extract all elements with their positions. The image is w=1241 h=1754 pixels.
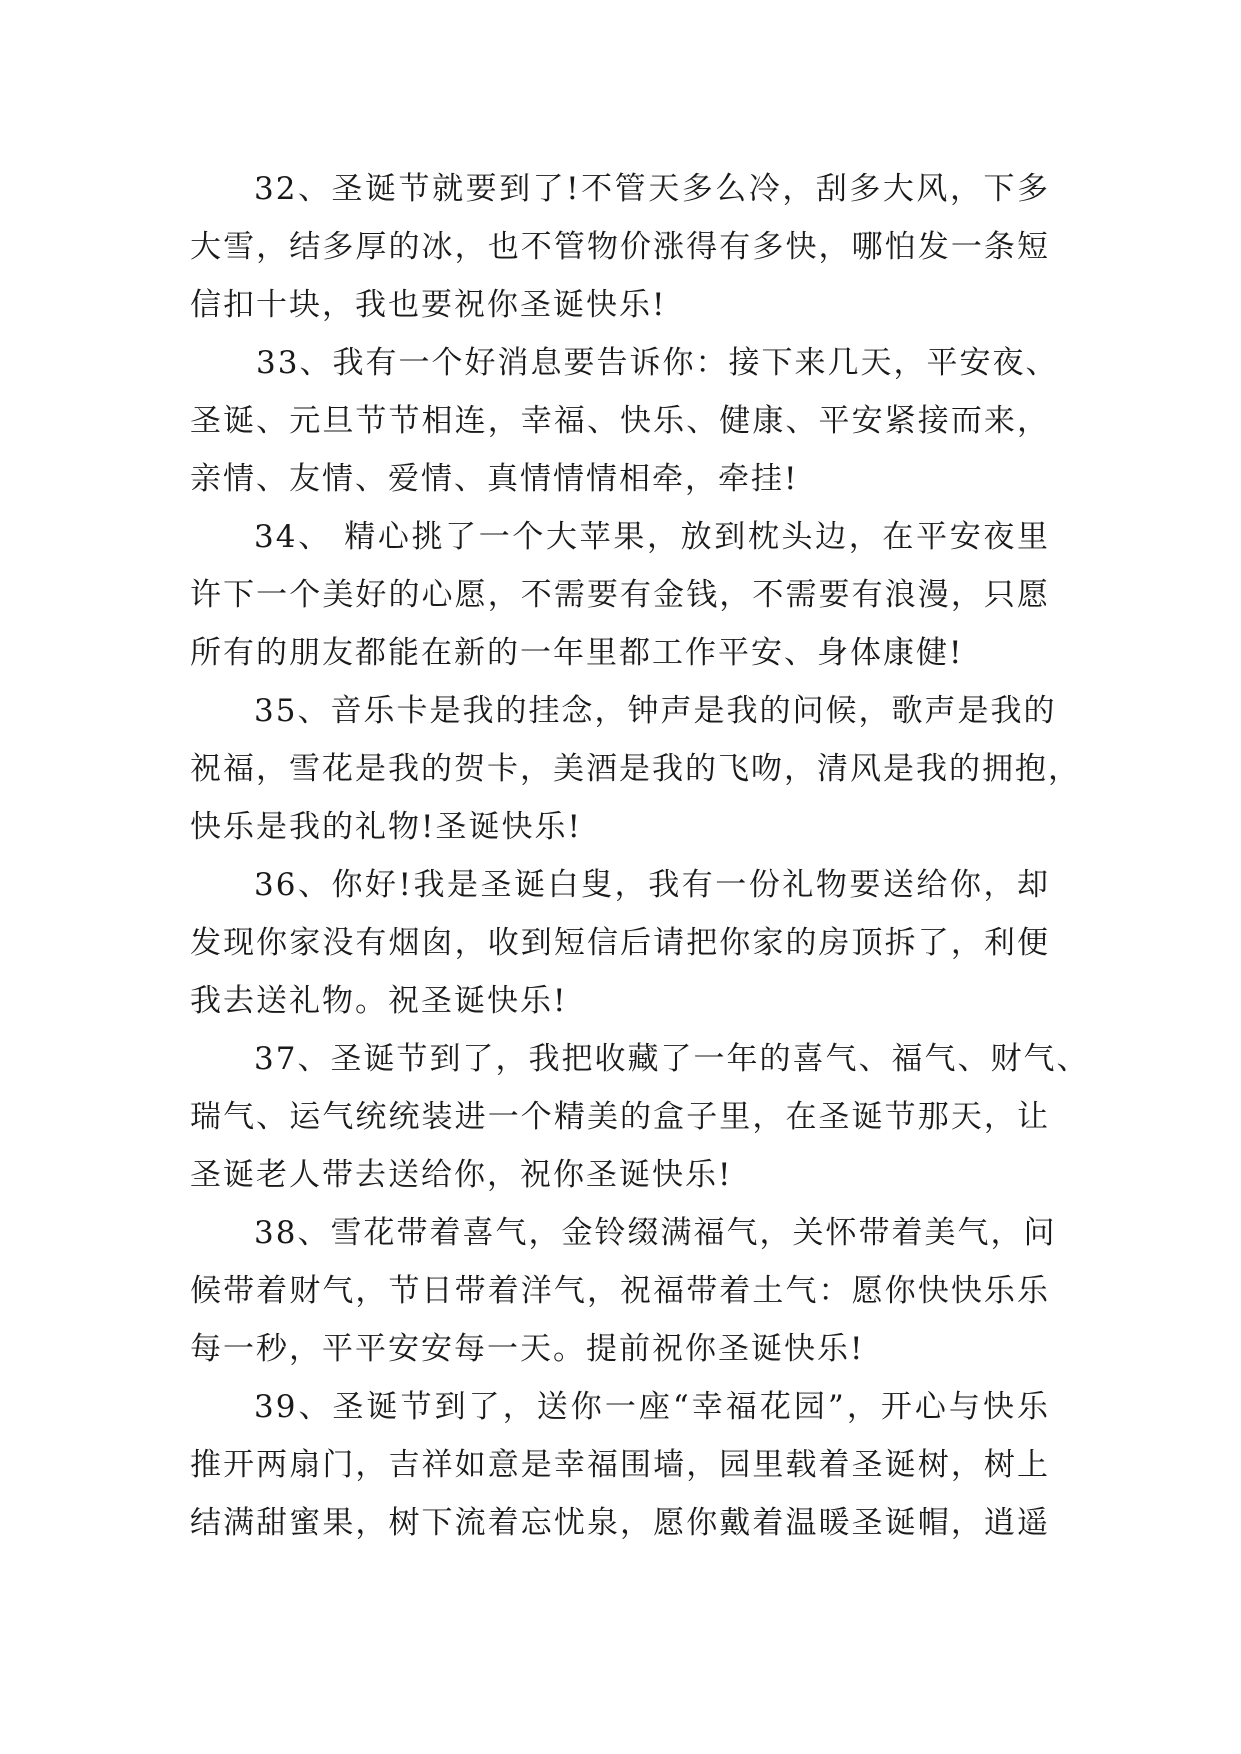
paragraph-33 (190, 334, 1059, 508)
paragraph-line: 我去送礼物。祝圣诞快乐! (190, 983, 568, 1019)
paragraph-line: 亲情、友情、爱情、真情情情相牵，牵挂! (190, 461, 799, 497)
paragraph-line: 所有的朋友都能在新的一年里都工作平安、身体康健! (190, 635, 964, 671)
paragraph-line: 36、你好!我是圣诞白叟，我有一份礼物要送给你，却 (254, 867, 1050, 903)
paragraph-line: 信扣十块，我也要祝你圣诞快乐! (190, 287, 667, 323)
paragraph-34 (190, 508, 1050, 682)
paragraph-line: 瑞气、运气统统装进一个精美的盒子里，在圣诞节那天，让 (190, 1099, 1050, 1135)
paragraph-line: 快乐是我的礼物!圣诞快乐! (190, 809, 582, 845)
paragraph-line: 发现你家没有烟囱，收到短信后请把你家的房顶拆了，利便 (190, 925, 1050, 961)
paragraph-line: 38、雪花带着喜气，金铃缀满福气，关怀带着美气，问 (254, 1215, 1057, 1251)
paragraph-line: 39、圣诞节到了，送你一座“幸福花园”，开心与快乐 (254, 1389, 1050, 1425)
paragraph-line: 32、圣诞节就要到了!不管天多么冷，刮多大风，下多 (254, 171, 1050, 207)
paragraph-line: 许下一个美好的心愿，不需要有金钱，不需要有浪漫，只愿 (190, 577, 1050, 613)
paragraph-line: 37、圣诞节到了，我把收藏了一年的喜气、福气、财气、 (254, 1041, 1090, 1077)
paragraph-line: 圣诞、元旦节节相连，幸福、快乐、健康、平安紧接而来， (190, 403, 1050, 439)
paragraph-39 (190, 1378, 1050, 1552)
paragraph-37 (190, 1030, 1090, 1204)
paragraph-35 (190, 682, 1081, 856)
paragraph-line: 每一秒，平平安安每一天。提前祝你圣诞快乐! (190, 1331, 865, 1367)
paragraph-line: 大雪，结多厚的冰，也不管物价涨得有多快，哪怕发一条短 (190, 229, 1050, 265)
paragraph-line: 祝福，雪花是我的贺卡，美酒是我的飞吻，清风是我的拥抱， (190, 751, 1081, 787)
paragraph-36 (190, 856, 1050, 1030)
paragraph-line: 结满甜蜜果，树下流着忘忧泉，愿你戴着温暖圣诞帽，逍遥 (190, 1505, 1050, 1541)
paragraph-line: 34、 精心挑了一个大苹果，放到枕头边，在平安夜里 (254, 519, 1050, 555)
paragraph-line: 推开两扇门，吉祥如意是幸福围墙，园里载着圣诞树，树上 (190, 1447, 1050, 1483)
paragraph-line: 33、我有一个好消息要告诉你：接下来几天，平安夜、 (256, 345, 1059, 381)
paragraph-line: 候带着财气，节日带着洋气，祝福带着土气：愿你快快乐乐 (190, 1273, 1050, 1309)
paragraph-38 (190, 1204, 1057, 1378)
paragraph-line: 圣诞老人带去送给你，祝你圣诞快乐! (190, 1157, 733, 1193)
paragraph-line: 35、音乐卡是我的挂念，钟声是我的问候，歌声是我的 (254, 693, 1057, 729)
document-body (190, 160, 1090, 1552)
paragraph-32 (190, 160, 1050, 334)
